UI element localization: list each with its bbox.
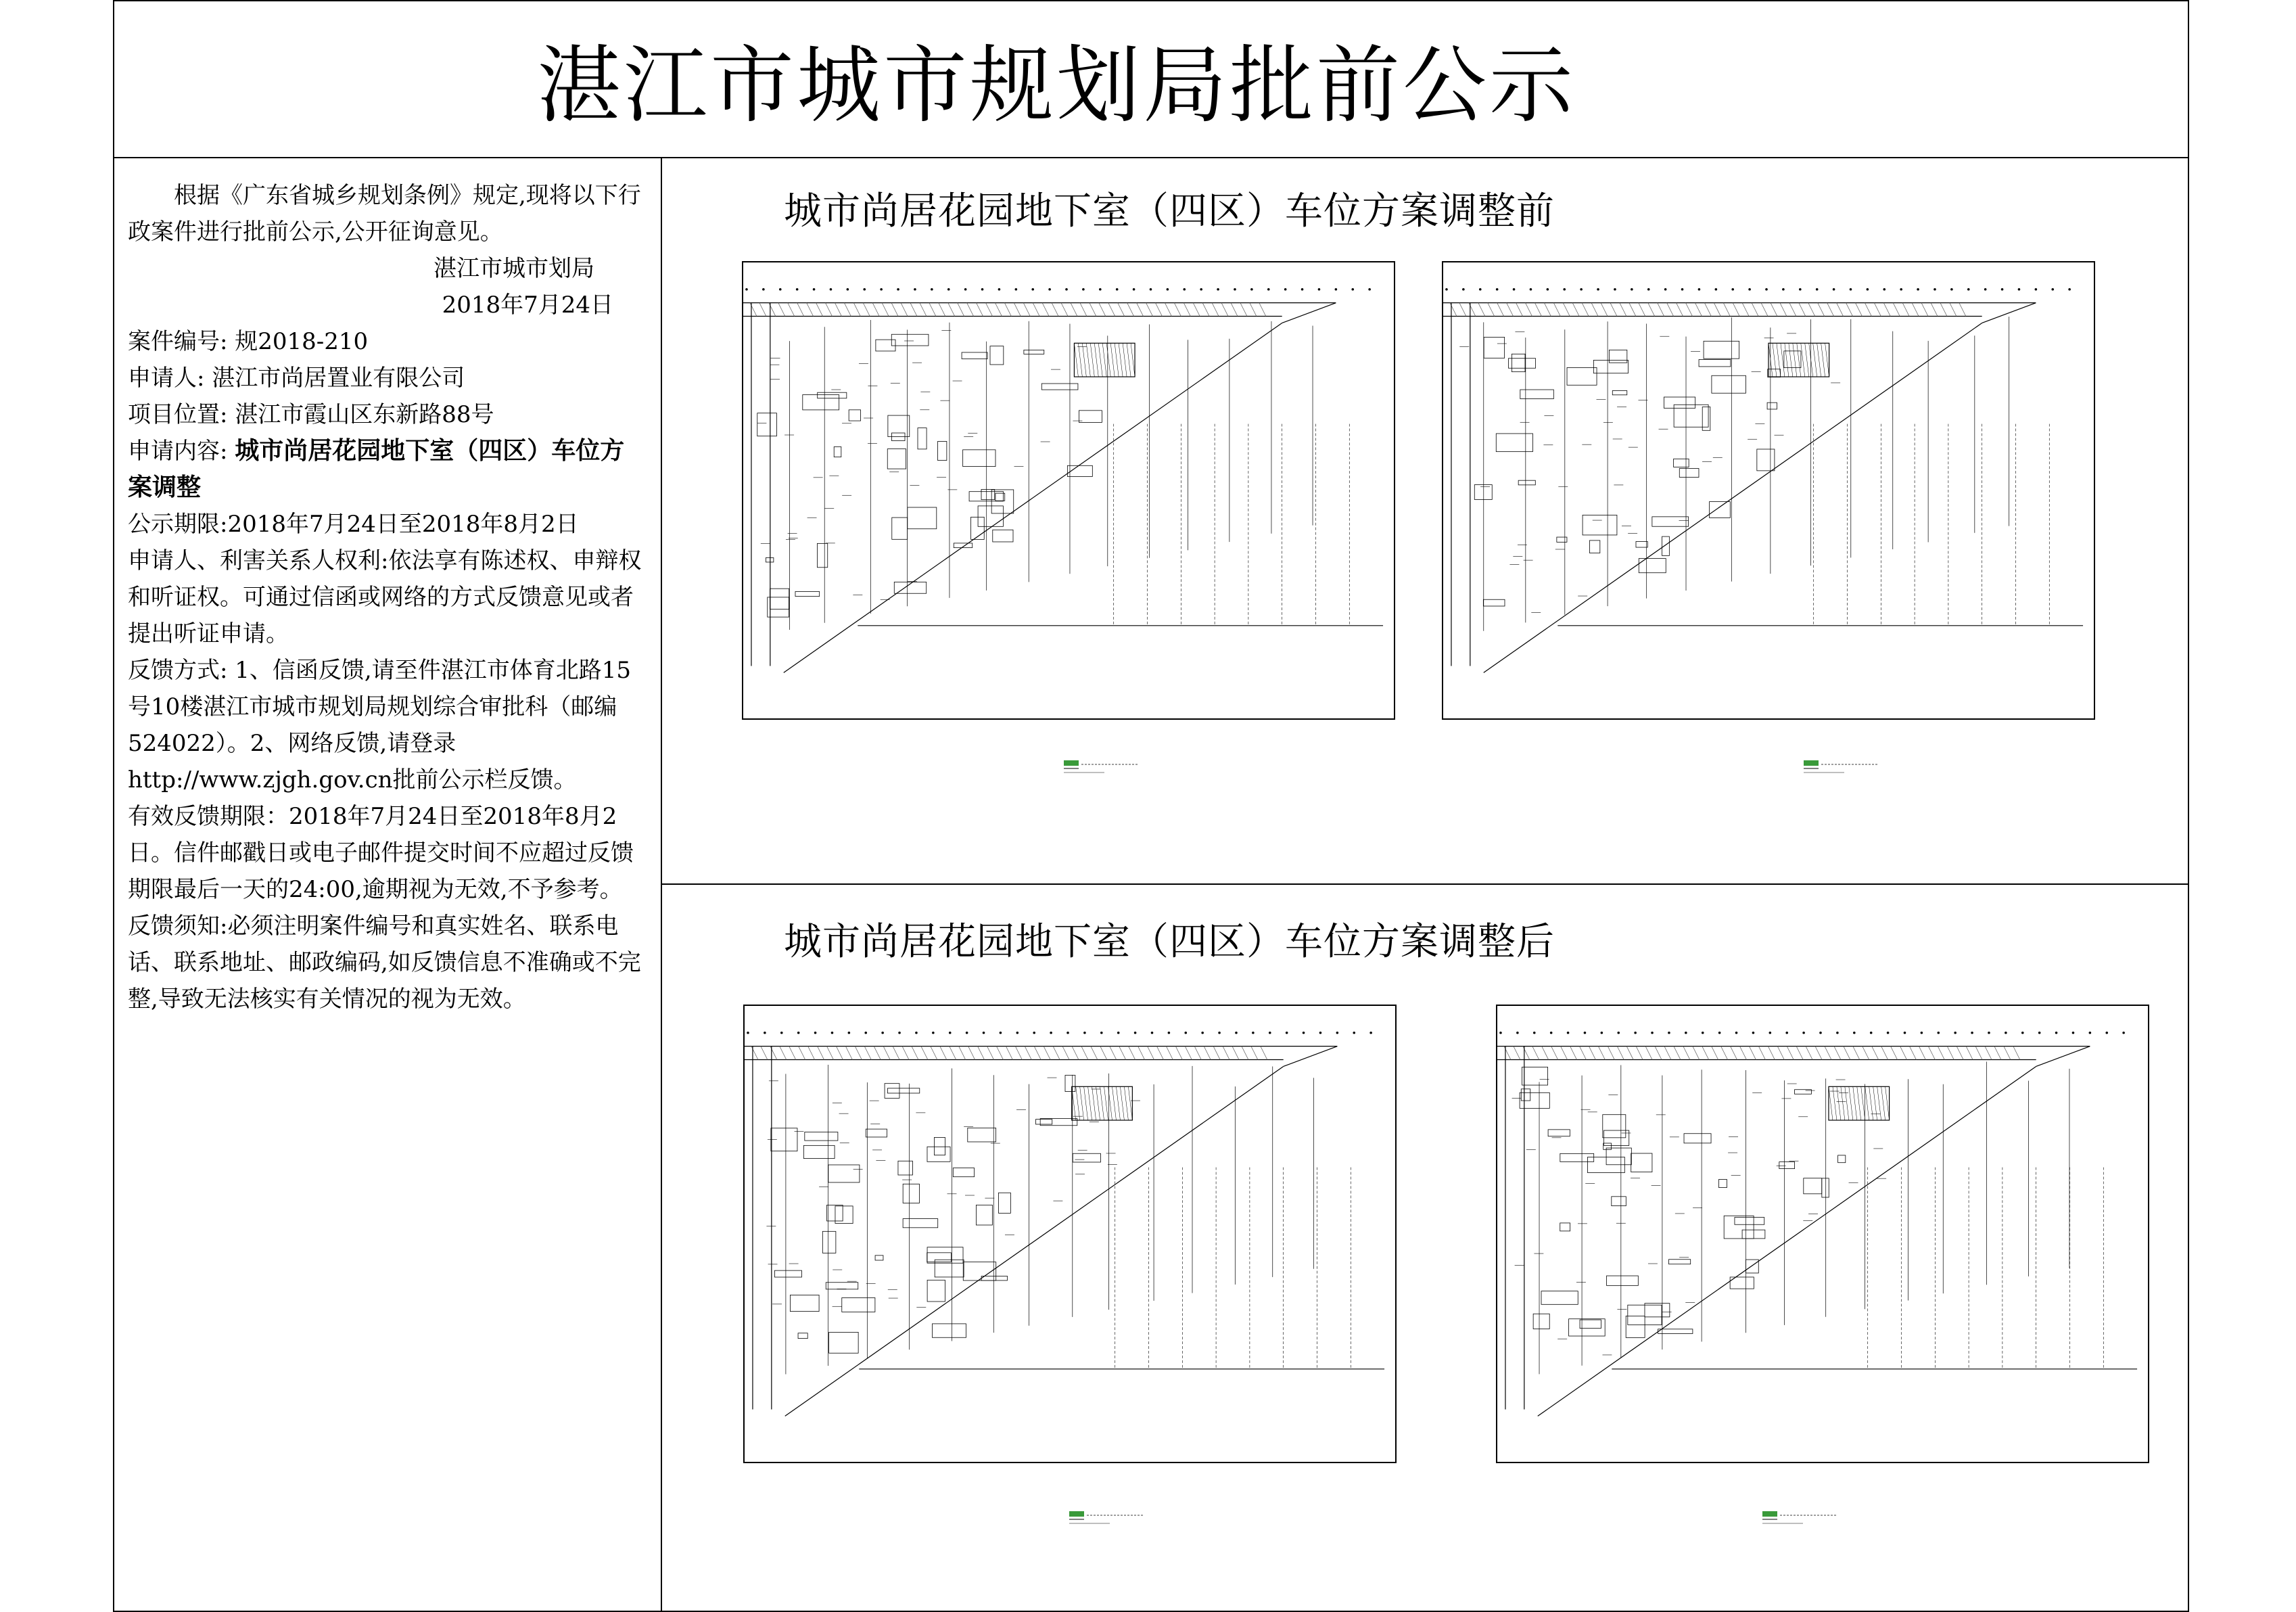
floor-plan-drawing: [743, 262, 1394, 718]
legend-after-2: [1762, 1510, 1844, 1526]
valid-feedback-period: 有效反馈期限：2018年7月24日至2018年8月2日。信件邮戳日或电子邮件提交时间不应超过反馈期限最后一天的24:00,逾期视为无效,不予参考。: [128, 803, 634, 903]
floor-plan-drawing: [1497, 1006, 2148, 1462]
content-label: 申请内容:: [128, 438, 235, 465]
section-heading-after: 城市尚居花园地下室（四区）车位方案调整后: [784, 920, 1555, 964]
floor-plan-before-2: [1442, 261, 2095, 720]
project-location: 项目位置: 湛江市霞山区东新路88号: [128, 401, 494, 428]
notice-text: [128, 177, 649, 1017]
feedback-notes: 反馈须知:必须注明案件编号和真实姓名、联系电话、联系地址、邮政编码,如反馈信息不准确或不完整,导致无法核实有关情况的视为无效。: [128, 913, 641, 1013]
feedback-method: 反馈方式: 1、信函反馈,请至件湛江市体育北路15号10楼湛江市城市规划局规划综合审批科（邮编524022）。2、网络反馈,请登录http://www.zjgh.gov.cn批前公示栏反馈。: [128, 657, 631, 793]
floor-plan-drawing: [1443, 262, 2094, 718]
notice-column: [113, 158, 662, 1612]
title-bar: [113, 0, 2189, 158]
case-number: 案件编号: 规2018-210: [128, 328, 369, 355]
notice-period: 公示期限:2018年7月24日至2018年8月2日: [128, 511, 579, 538]
notice-date: 2018年7月24日: [442, 292, 613, 319]
floor-plan-after-1: [743, 1005, 1397, 1463]
floor-plan-drawing: [745, 1006, 1395, 1462]
section-heading-before: 城市尚居花园地下室（四区）车位方案调整前: [784, 189, 1555, 233]
applicant: 申请人: 湛江市尚居置业有限公司: [128, 365, 465, 392]
legend-before-2: [1804, 759, 1885, 775]
section-before: [662, 158, 2189, 885]
notice-intro: 根据《广东省城乡规划条例》规定,现将以下行政案件进行批前公示,公开征询意见。: [128, 182, 641, 246]
application-content: [128, 433, 649, 506]
legend-mark: [1069, 1510, 1150, 1526]
legend-after-1: [1069, 1510, 1150, 1526]
legend-mark: [1064, 759, 1145, 775]
rights: 申请人、利害关系人权利:依法享有陈述权、申辩权和听证权。可通过信函或网络的方式反馈意见或者提出听证申请。: [128, 547, 642, 647]
legend-before-1: [1064, 759, 1145, 775]
section-after: [662, 885, 2189, 1612]
floor-plan-after-2: [1496, 1005, 2149, 1463]
notice-issuer: 湛江市城市划局: [434, 255, 594, 282]
plans-column: [662, 158, 2189, 1612]
legend-mark: [1804, 759, 1885, 775]
content-value: 城市尚居花园地下室（四区）车位方案调整: [128, 437, 625, 501]
floor-plan-before-1: [742, 261, 1395, 720]
page-title: 湛江市城市规划局批前公示: [536, 37, 1576, 135]
legend-mark: [1762, 1510, 1844, 1526]
